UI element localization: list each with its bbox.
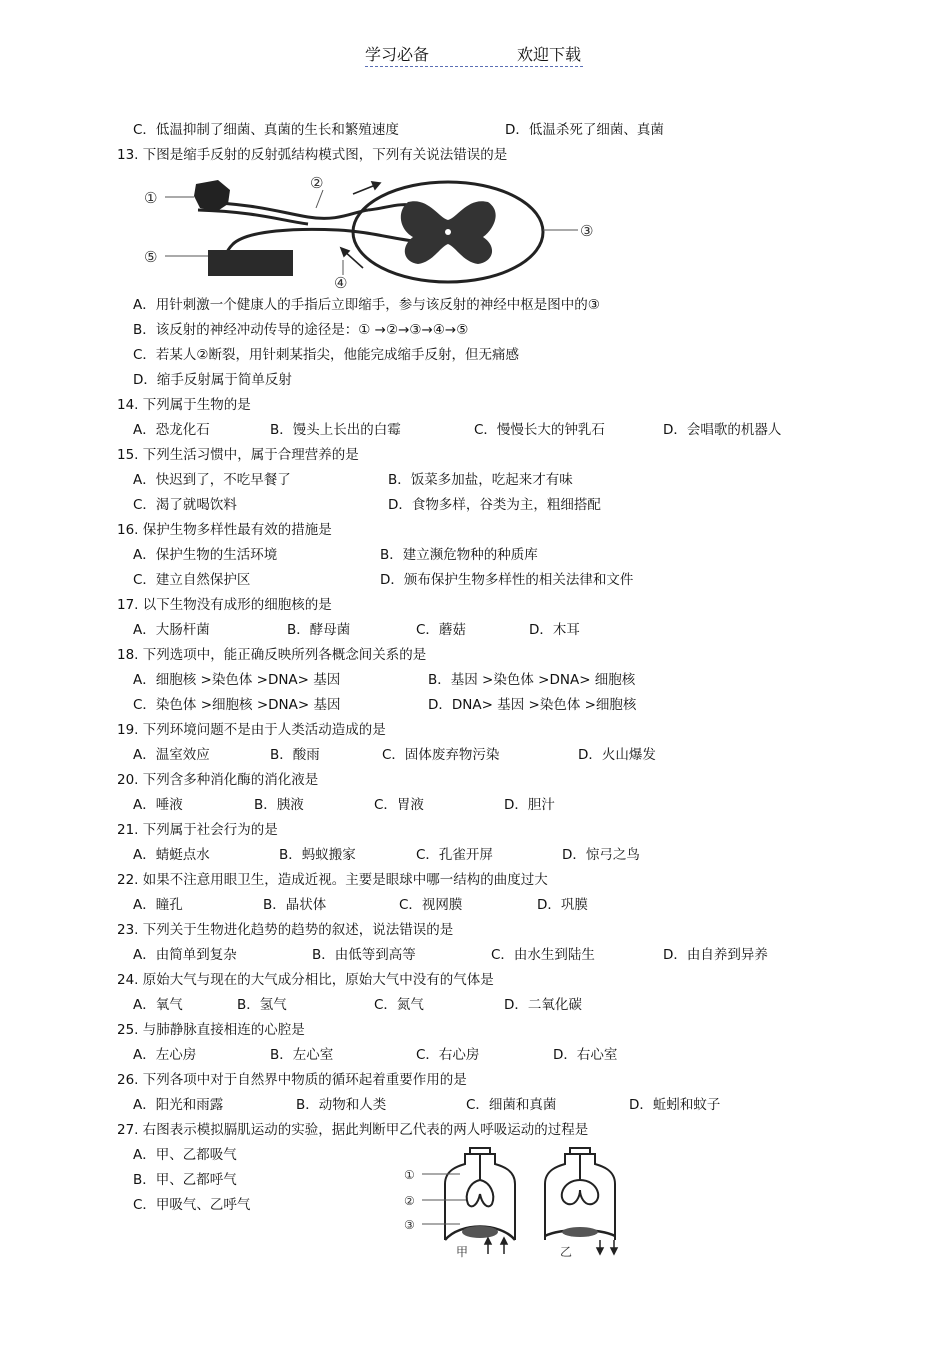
fig13-label-2: ② [310,174,324,192]
text-line: 24. 原始大气与现在的大气成分相比，原始大气中没有的气体是 [117,972,494,988]
reflex-arc-figure [138,172,608,292]
text-line: C．甲吸气、乙呼气 [133,1197,251,1213]
text-line: C．孔雀开屏 [416,847,493,863]
text-line: C．氮气 [374,997,424,1013]
text-line: A．细胞核 >染色体 >DNA> 基因 [133,672,341,688]
text-line: C．右心房 [416,1047,480,1063]
text-line: A．瞳孔 [133,897,183,913]
text-line: C．低温抑制了细菌、真菌的生长和繁殖速度 [133,122,399,138]
text-line: 18. 下列选项中，能正确反映所列各概念间关系的是 [117,647,427,663]
text-line: C．染色体 >细胞核 >DNA> 基因 [133,697,341,713]
text-line: C．固体废弃物污染 [382,747,500,763]
fig13-label-5: ⑤ [144,248,158,266]
fig27-label-3: ③ [404,1218,415,1232]
text-line: D．低温杀死了细菌、真菌 [505,122,664,138]
text-line: C．建立自然保护区 [133,572,251,588]
text-line: 17. 以下生物没有成形的细胞核的是 [117,597,332,613]
text-line: D．颁布保护生物多样性的相关法律和文件 [380,572,634,588]
text-line: D．DNA> 基因 >染色体 >细胞核 [428,697,637,713]
fig27-label-jia: 甲 [456,1245,469,1259]
fig13-label-4: ④ [334,274,348,292]
text-line: D．木耳 [529,622,580,638]
text-line: A．左心房 [133,1047,197,1063]
text-line: C．细菌和真菌 [466,1097,557,1113]
text-line: D．由自养到异养 [663,947,768,963]
text-line: A．由简单到复杂 [133,947,237,963]
text-line: B．饭菜多加盐，吃起来才有味 [388,472,573,488]
text-line: C．由水生到陆生 [491,947,595,963]
text-line: A．唾液 [133,797,183,813]
fig13-label-1: ① [144,189,158,207]
text-line: A．快迟到了，不吃早餐了 [133,472,291,488]
text-line: B．氢气 [237,997,287,1013]
diaphragm-model-figure [400,1144,640,1259]
text-line: D．胆汁 [504,797,555,813]
fig27-label-1: ① [404,1168,415,1182]
text-line: 22. 如果不注意用眼卫生，造成近视。主要是眼球中哪一结构的曲度过大 [117,872,548,888]
text-line: C．若某人②断裂，用针刺某指尖，他能完成缩手反射，但无痛感 [133,347,520,363]
text-line: A．用针刺激一个健康人的手指后立即缩手，参与该反射的神经中枢是图中的③ [133,297,600,313]
text-line: B．甲、乙都呼气 [133,1172,237,1188]
page-header [365,42,583,67]
text-line: D．蚯蚓和蚊子 [629,1097,721,1113]
text-line: A．温室效应 [133,747,210,763]
text-line: B．蚂蚁搬家 [279,847,356,863]
fig13-label-3: ③ [580,222,594,240]
text-line: A．蜻蜓点水 [133,847,210,863]
text-line: C．视网膜 [399,897,463,913]
header-right-text: 欢迎下载 [516,45,581,64]
text-line: 23. 下列关于生物进化趋势的趋势的叙述，说法错误的是 [117,922,454,938]
text-line: D．巩膜 [537,897,588,913]
text-line: 14. 下列属于生物的是 [117,397,251,413]
effector-shape [208,250,293,276]
text-line: C．胃液 [374,797,424,813]
text-line: 20. 下列含多种消化酶的消化液是 [117,772,319,788]
text-line: 25. 与肺静脉直接相连的心腔是 [117,1022,305,1038]
text-line: B．动物和人类 [296,1097,387,1113]
text-line: B．晶状体 [263,897,327,913]
text-line: B．左心室 [270,1047,334,1063]
text-line: C．渴了就喝饮料 [133,497,237,513]
text-line: A．氧气 [133,997,183,1013]
text-line: B．该反射的神经冲动传导的途径是：① →②→③→④→⑤ [133,322,469,338]
text-line: B．酵母菌 [287,622,351,638]
text-line: A．阳光和雨露 [133,1097,224,1113]
text-line: 16. 保护生物多样性最有效的措施是 [117,522,332,538]
text-line: D．右心室 [553,1047,618,1063]
text-line: D．食物多样，谷类为主，粗细搭配 [388,497,601,513]
text-line: B．胰液 [254,797,304,813]
text-line: 21. 下列属于社会行为的是 [117,822,278,838]
text-line: B．酸雨 [270,747,320,763]
text-line: B．建立濒危物种的种质库 [380,547,538,563]
text-line: C．蘑菇 [416,622,466,638]
text-line: A．甲、乙都吸气 [133,1147,237,1163]
text-line: D．火山爆发 [578,747,656,763]
fig27-label-2: ② [404,1194,415,1208]
text-line: C．慢慢长大的钟乳石 [474,422,605,438]
text-line: 19. 下列环境问题不是由于人类活动造成的是 [117,722,386,738]
text-line: 27. 右图表示模拟膈肌运动的实验，据此判断甲乙代表的两人呼吸运动的过程是 [117,1122,589,1138]
text-line: A．恐龙化石 [133,422,210,438]
text-line: D．会唱歌的机器人 [663,422,782,438]
text-line: A．大肠杆菌 [133,622,210,638]
text-line: B．基因 >染色体 >DNA> 细胞核 [428,672,636,688]
text-line: 26. 下列各项中对于自然界中物质的循环起着重要作用的是 [117,1072,467,1088]
text-line: B．馒头上长出的白霉 [270,422,401,438]
text-line: 15. 下列生活习惯中，属于合理营养的是 [117,447,359,463]
fig27-label-yi: 乙 [560,1245,573,1259]
text-line: 13. 下图是缩手反射的反射弧结构模式图，下列有关说法错误的是 [117,147,508,163]
text-line: D．惊弓之鸟 [562,847,640,863]
header-left-text: 学习必备 [365,45,430,64]
text-line: D．二氧化碳 [504,997,582,1013]
text-line: B．由低等到高等 [312,947,416,963]
text-line: A．保护生物的生活环境 [133,547,278,563]
receptor-shape [194,180,230,212]
text-line: D．缩手反射属于简单反射 [133,372,292,388]
